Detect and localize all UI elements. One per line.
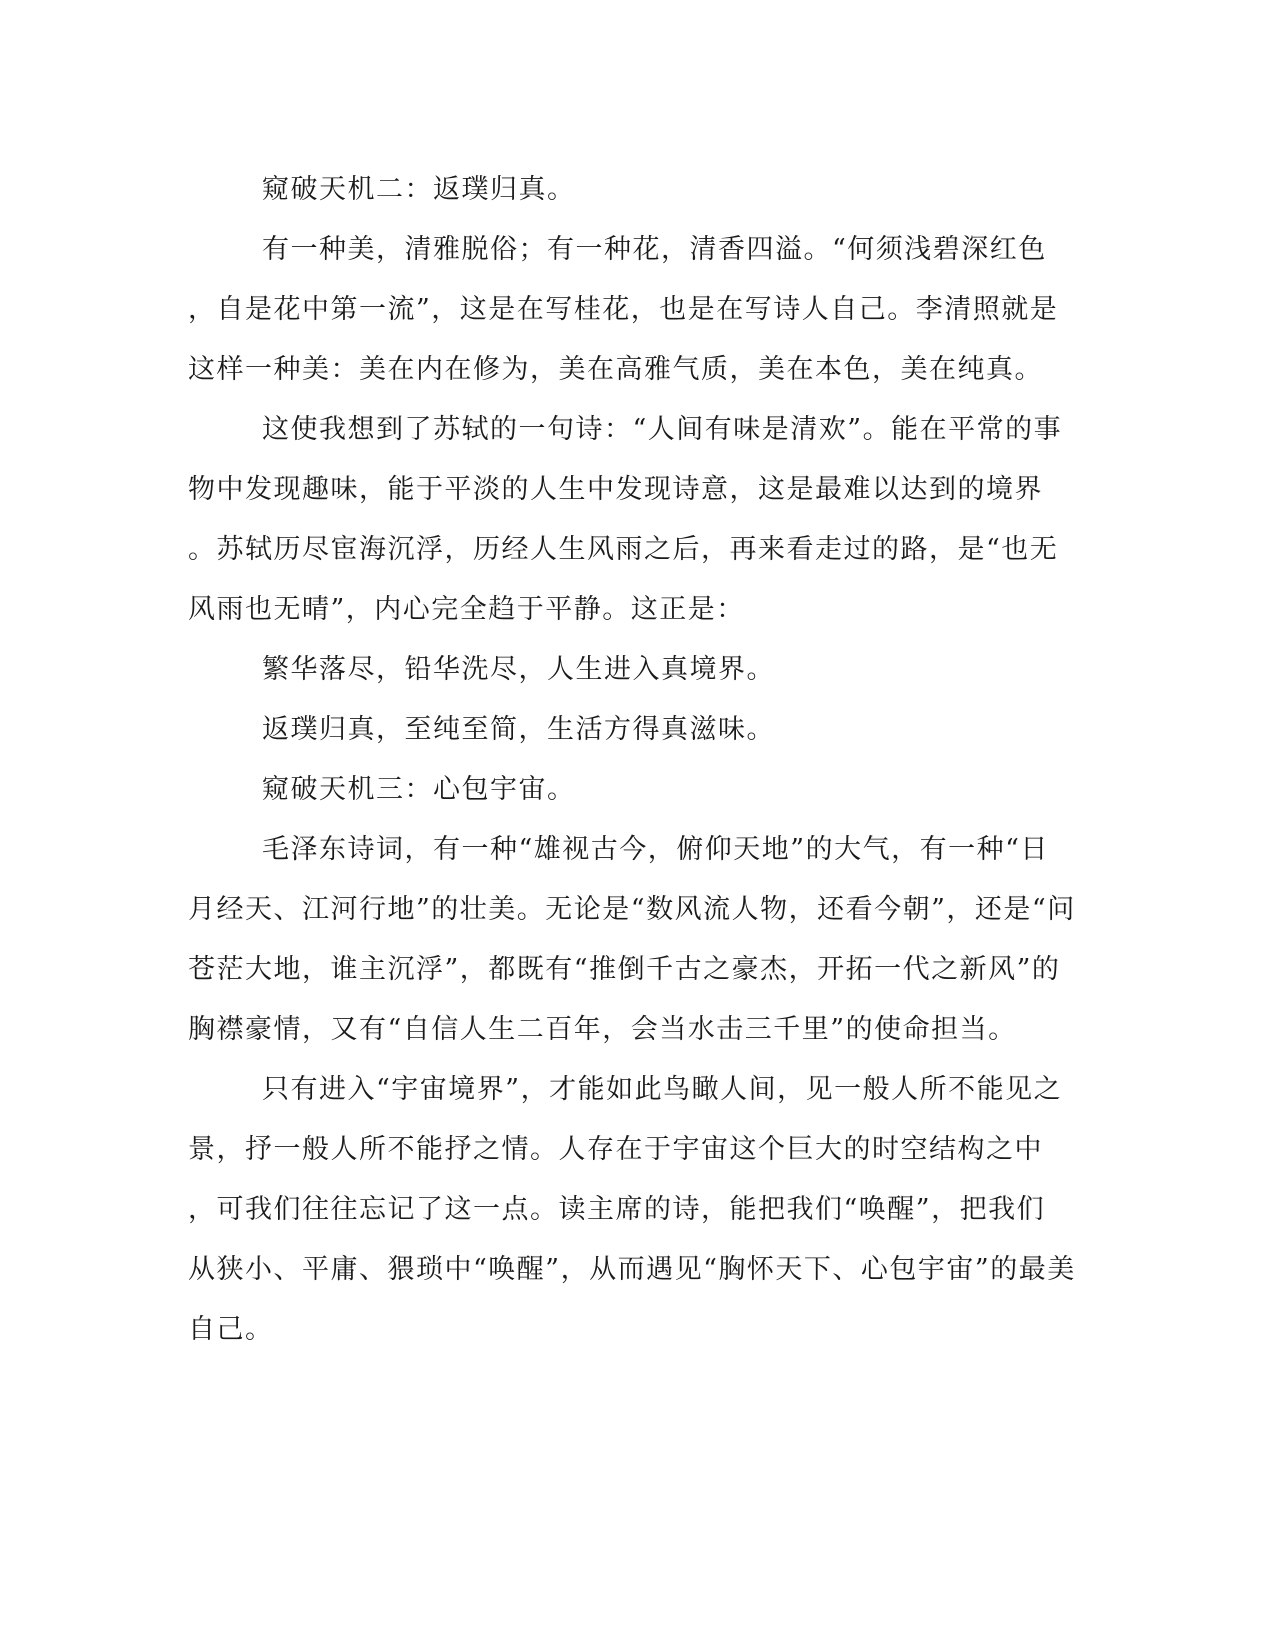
paragraph-su-shi: [188, 400, 1068, 640]
text-line: 繁华落尽，铅华洗尽，人生进入真境界。: [262, 654, 775, 685]
text-line: ，自是花中第一流”，这是在写桂花，也是在写诗人自己。李清照就是: [188, 294, 1059, 325]
text-line: ，可我们往往忘记了这一点。读主席的诗，能把我们“唤醒”，把我们: [188, 1194, 1046, 1225]
text-line: 苍茫大地，谁主沉浮”，都既有“推倒千古之豪杰，开拓一代之新风”的: [188, 954, 1061, 985]
text-line: 物中发现趣味，能于平淡的人生中发现诗意，这是最难以达到的境界: [188, 474, 1043, 505]
text-line: 景，抒一般人所不能抒之情。人存在于宇宙这个巨大的时空结构之中: [188, 1134, 1043, 1165]
text-line: 返璞归真，至纯至简，生活方得真滋味。: [262, 714, 775, 745]
paragraph-mao-poetry: [188, 820, 1076, 1060]
text-line: 窥破天机二：返璞归真。: [262, 174, 576, 205]
document-body: [188, 160, 1076, 1360]
text-line: 只有进入“宇宙境界”，才能如此鸟瞰人间，见一般人所不能见之: [262, 1074, 1063, 1105]
text-line: 有一种美，清雅脱俗；有一种花，清香四溢。“何须浅碧深红色: [262, 234, 1047, 265]
text-line: 风雨也无晴”，内心完全趋于平静。这正是：: [188, 594, 745, 625]
heading-section-two: [188, 160, 1068, 220]
text-line: 毛泽东诗词，有一种“雄视古今，俯仰天地”的大气，有一种“日: [262, 834, 1049, 865]
text-line: 胸襟豪情，又有“自信人生二百年，会当水击三千里”的使命担当。: [188, 1014, 1017, 1045]
text-line: 月经天、江河行地”的壮美。无论是“数风流人物，还看今朝”，还是“问: [188, 894, 1076, 925]
verse-line-two: [188, 700, 1068, 760]
text-line: 从狭小、平庸、猥琐中“唤醒”，从而遇见“胸怀天下、心包宇宙”的最美: [188, 1254, 1076, 1285]
verse-line-one: [188, 640, 1068, 700]
text-line: 自己。: [188, 1314, 274, 1345]
paragraph-osmanthus: [188, 220, 1068, 400]
text-line: 这使我想到了苏轼的一句诗：“人间有味是清欢”。能在平常的事: [262, 414, 1063, 445]
paragraph-universe: [188, 1060, 1076, 1360]
text-line: 这样一种美：美在内在修为，美在高雅气质，美在本色，美在纯真。: [188, 354, 1043, 385]
heading-section-three: [188, 760, 1068, 820]
text-line: 窥破天机三：心包宇宙。: [262, 774, 576, 805]
text-line: 。苏轼历尽宦海沉浮，历经人生风雨之后，再来看走过的路，是“也无: [188, 534, 1059, 565]
